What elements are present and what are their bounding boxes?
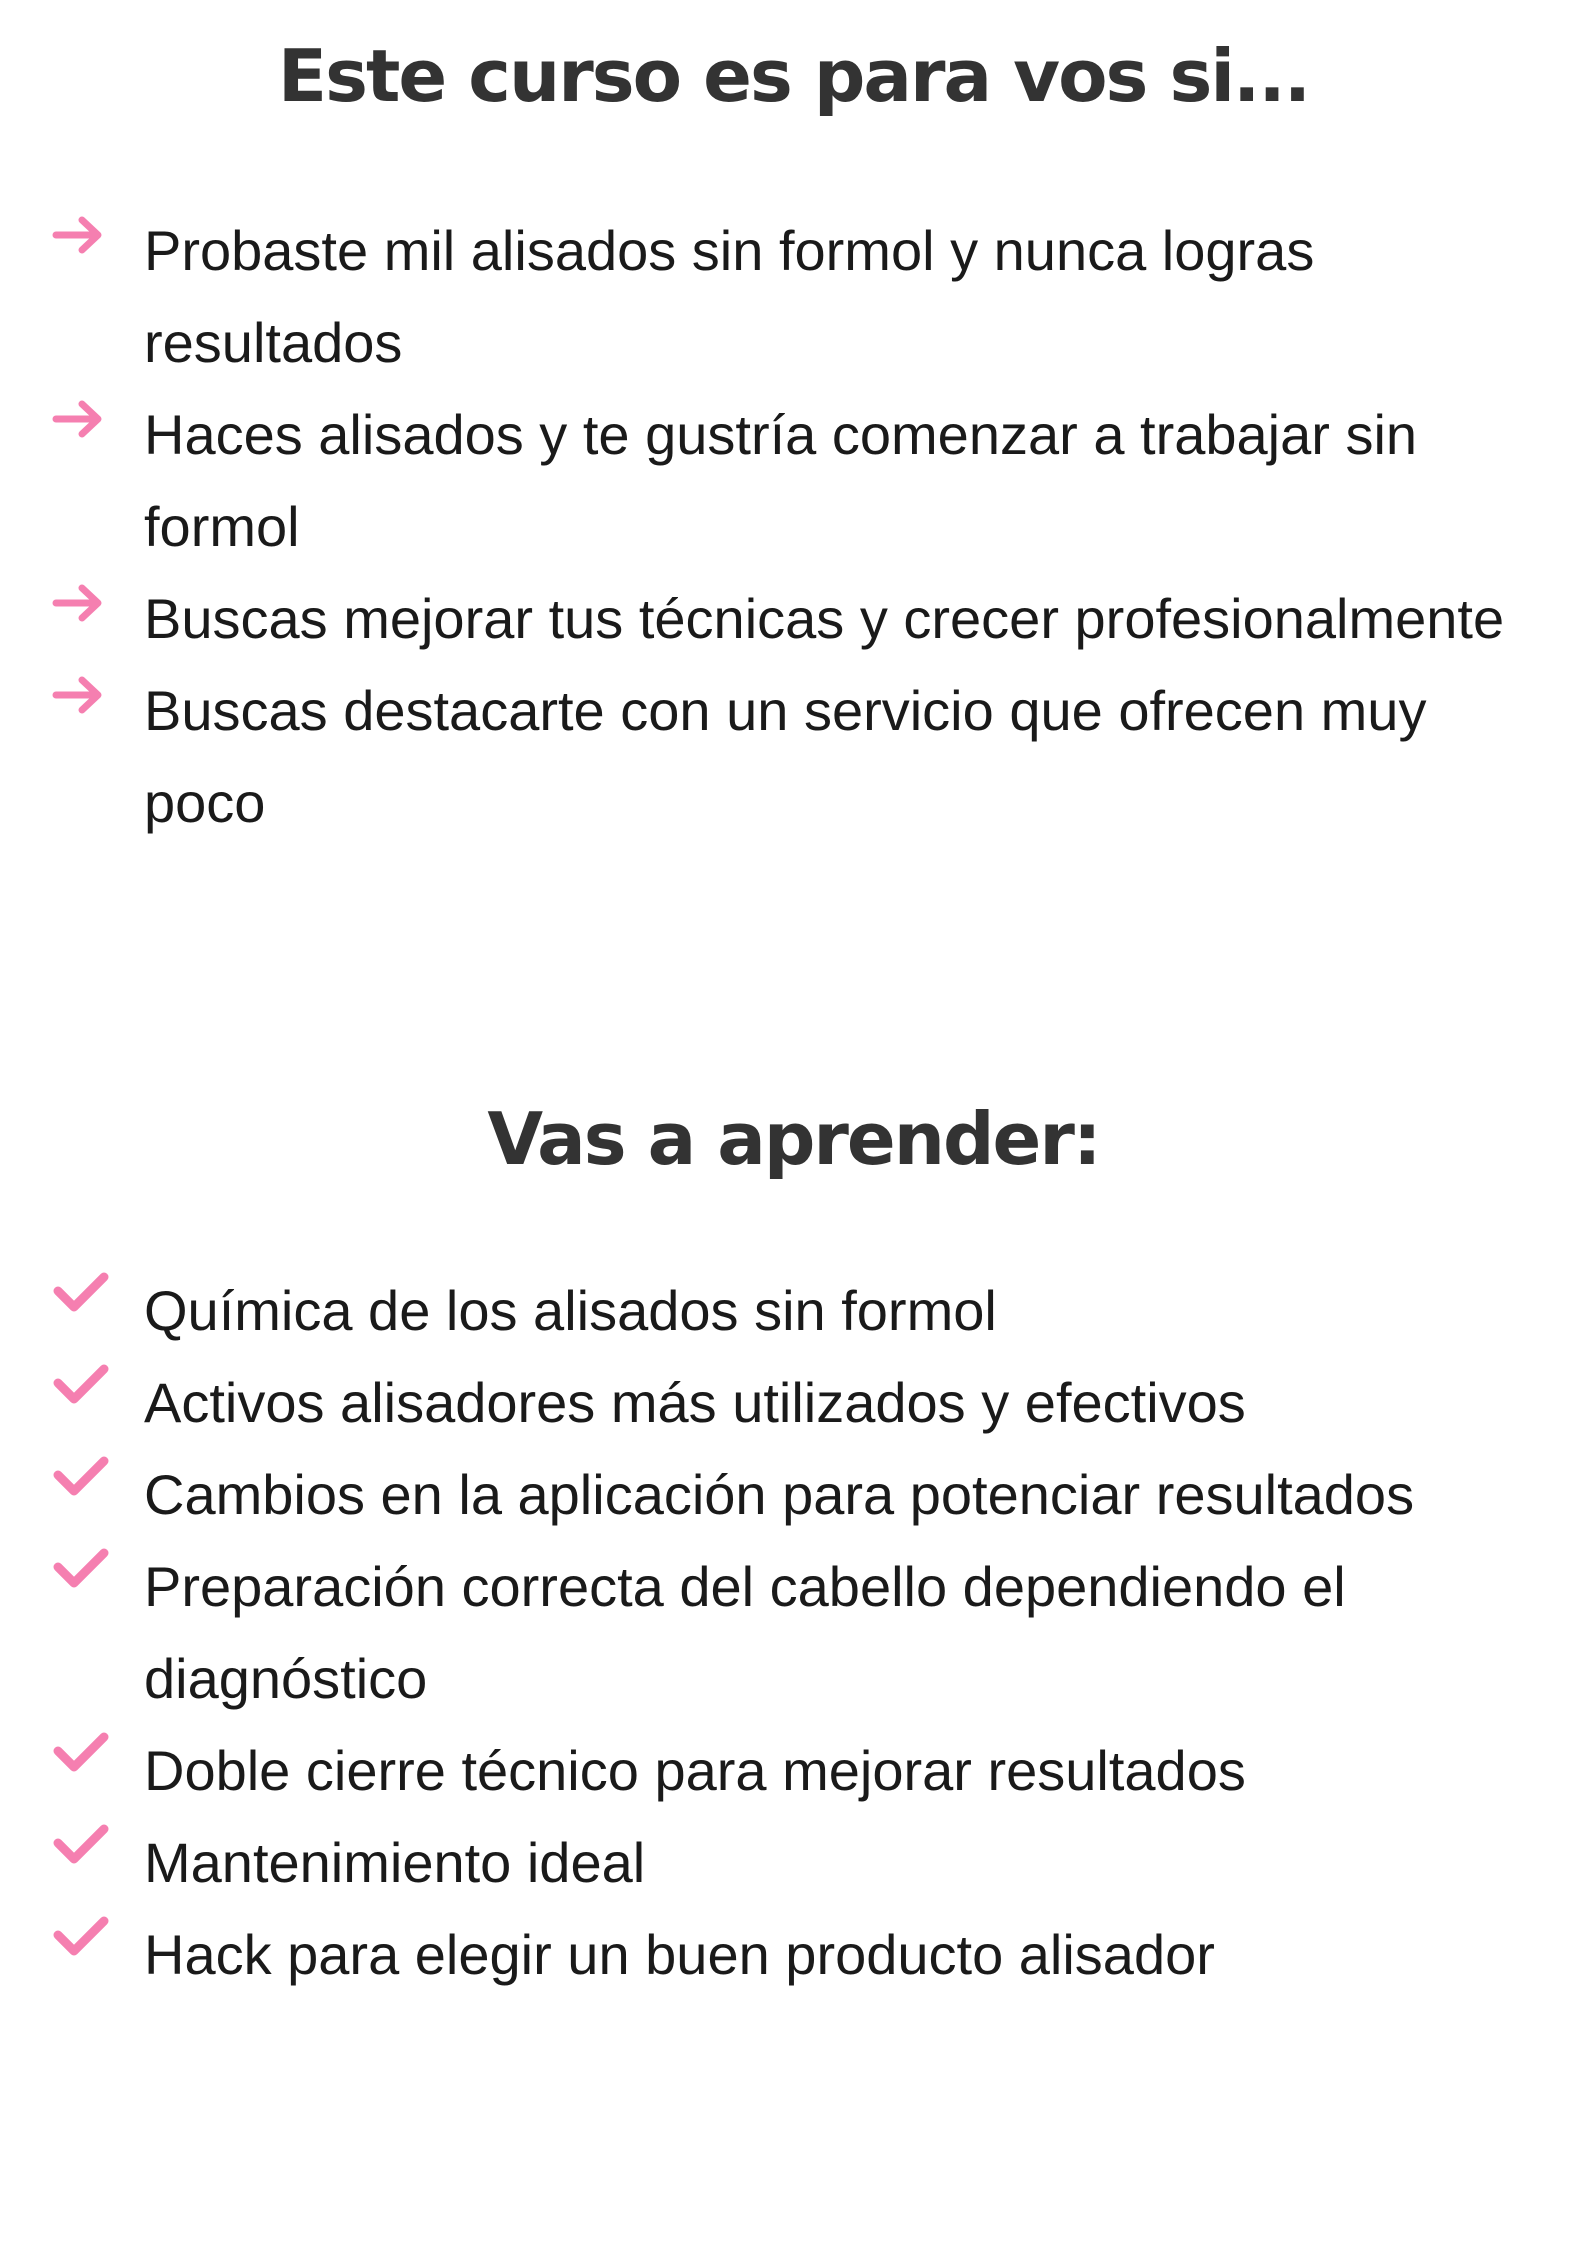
list-item-text: Buscas destacarte con un servicio que ofrecen muy poco <box>144 679 1427 834</box>
audience-list <box>0 205 1587 849</box>
checkmark-icon <box>52 1357 112 1417</box>
checkmark-icon <box>52 1817 112 1877</box>
list-item-text: Probaste mil alisados sin formol y nunca logras resultados <box>144 219 1315 374</box>
checkmark-icon <box>52 1449 112 1509</box>
list-item <box>0 1541 1587 1725</box>
list-item <box>0 1817 1587 1909</box>
arrow-right-icon <box>52 205 112 265</box>
list-item-text: Doble cierre técnico para mejorar resultados <box>144 1739 1246 1802</box>
list-item-text: Mantenimiento ideal <box>144 1831 646 1894</box>
list-item <box>0 1449 1587 1541</box>
checkmark-icon <box>52 1725 112 1785</box>
list-item-text: Activos alisadores más utilizados y efectivos <box>144 1371 1246 1434</box>
checkmark-icon <box>52 1909 112 1969</box>
list-item-text: Haces alisados y te gustría comenzar a trabajar sin formol <box>144 403 1418 558</box>
learning-list <box>0 1265 1587 2001</box>
list-item <box>0 573 1587 665</box>
section-title-course-for-you: Este curso es para vos si... <box>277 34 1310 118</box>
list-item-text: Química de los alisados sin formol <box>144 1279 997 1342</box>
checkmark-icon <box>52 1265 112 1325</box>
list-item <box>0 205 1587 389</box>
list-item-text: Buscas mejorar tus técnicas y crecer profesionalmente <box>144 587 1505 650</box>
list-item-text: Preparación correcta del cabello dependiendo el diagnóstico <box>144 1555 1346 1710</box>
list-item <box>0 1357 1587 1449</box>
list-item-text: Hack para elegir un buen producto alisador <box>144 1923 1215 1986</box>
list-item-text: Cambios en la aplicación para potenciar resultados <box>144 1463 1415 1526</box>
list-item <box>0 665 1587 849</box>
list-item <box>0 1725 1587 1817</box>
list-item <box>0 389 1587 573</box>
list-item <box>0 1909 1587 2001</box>
section-title-you-will-learn: Vas a aprender: <box>487 1097 1100 1181</box>
list-item <box>0 1265 1587 1357</box>
arrow-right-icon <box>52 573 112 633</box>
arrow-right-icon <box>52 389 112 449</box>
arrow-right-icon <box>52 665 112 725</box>
checkmark-icon <box>52 1541 112 1601</box>
